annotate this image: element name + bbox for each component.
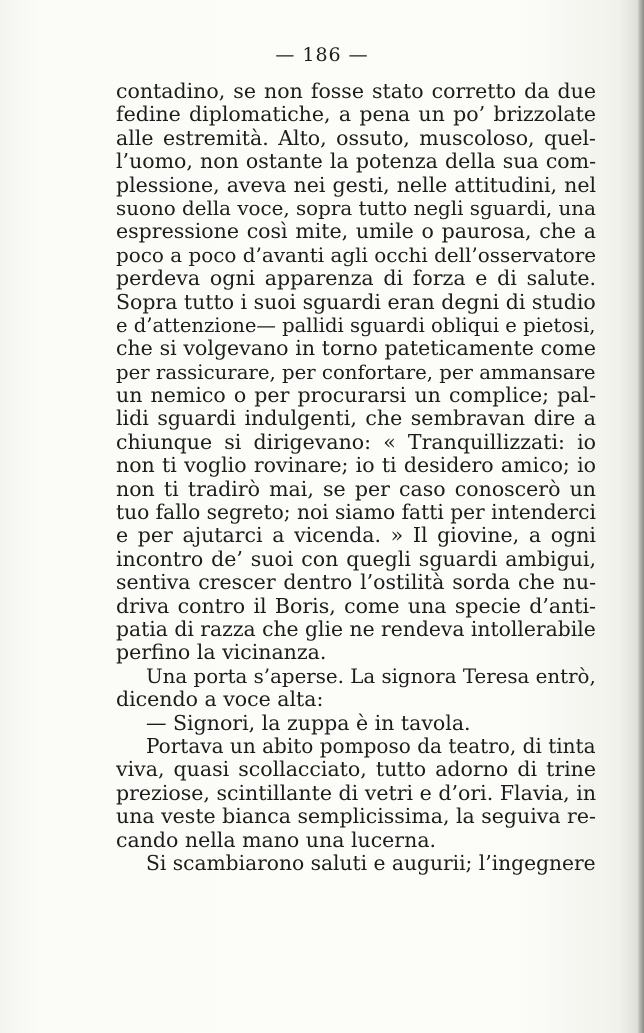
text-line: espressione così mite, umile o paurosa, che a [116,220,596,244]
text-line: l’uomo, non ostante la potenza della sua com- [116,150,596,174]
page-number: — 186 — [275,44,369,66]
text-line: fedine diplomatiche, a pena un po’ brizzolate [116,103,596,127]
text-line: preziose, scintillante di vetri e d’ori. Flavia, in [116,781,596,805]
text-line: alle estremità. Alto, ossuto, muscoloso, quel- [116,126,596,150]
text-line: patia di razza che glie ne rendeva intollerabile [116,617,596,641]
text-line: cando nella mano una lucerna. [116,828,437,852]
page-edge-shadow [638,0,644,1033]
text-line: suono della voce, sopra tutto negli sguardi, una [116,196,596,220]
text-line: che si volgevano in torno pateticamente come [116,337,596,361]
text-line: tuo fallo segreto; noi siamo fatti per intenderci [116,501,596,525]
paragraph-start-line: Si scambiarono saluti e augurii; l’ingegnere [146,851,596,875]
text-line: sentiva crescer dentro l’ostilità sorda che nu- [116,571,596,595]
text-line: poco a poco d’avanti agli occhi dell’osservatore [116,243,596,267]
text-line: una veste bianca semplicissima, la seguiva re- [116,805,596,829]
text-line: plessione, aveva nei gesti, nelle attitudini, nel [116,173,596,197]
text-line: contadino, se non fosse stato corretto da due [116,80,596,103]
text-line: perfino la vicinanza. [116,641,327,665]
text-line: non ti voglio rovinare; io ti desidero amico; io [116,454,596,478]
paragraph-start-line: Portava un abito pomposo da teatro, di tinta [146,734,596,758]
text-line: e per ajutarci a vicenda. » Il giovine, a ogni [116,524,596,548]
body-text [116,80,596,875]
text-line: Sopra tutto i suoi sguardi eran degni di studio [116,290,596,314]
dialogue-line: — Signori, la zuppa è in tavola. [146,711,471,735]
text-line: un nemico o per procurarsi un complice; pal- [116,384,596,408]
paragraph-start-line: Una porta s’aperse. La signora Teresa entrò, [146,664,596,688]
text-line: perdeva ogni apparenza di forza e di salute. [116,267,596,291]
text-line: incontro de’ suoi con quegli sguardi ambigui, [116,547,596,571]
text-line: dicendo a voce alta: [116,688,324,712]
text-line: e d’attenzione— pallidi sguardi obliqui e pietosi, [116,313,596,337]
text-line: chiunque si dirigevano: « Tranquillizzati: io [116,430,596,454]
text-line: per rassicurare, per confortare, per ammansare [116,360,596,384]
text-line: non ti tradirò mai, se per caso conoscerò un [116,477,596,501]
text-line: driva contro il Boris, come una specie d’anti- [116,594,596,618]
text-line: lidi sguardi indulgenti, che sembravan dire a [116,407,596,431]
text-line: viva, quasi scollacciato, tutto adorno di trine [116,758,596,782]
